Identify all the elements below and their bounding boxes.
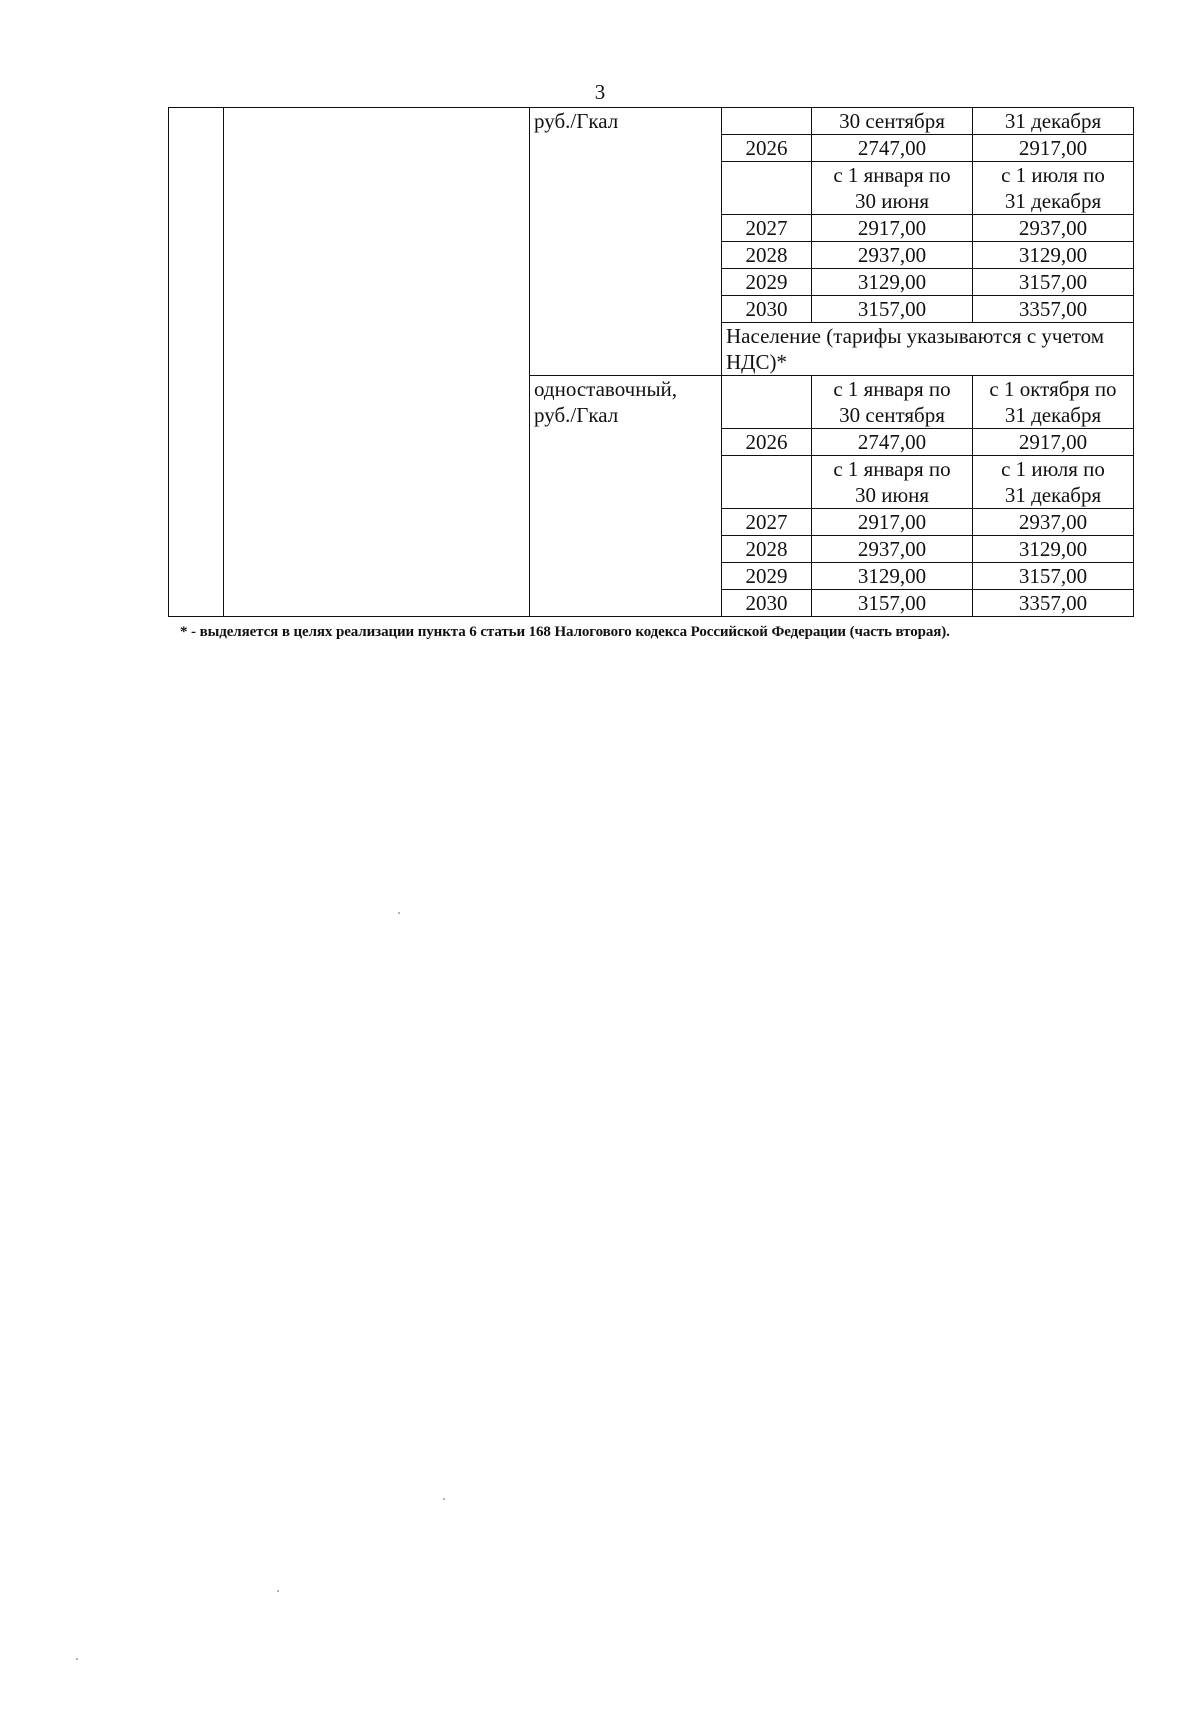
year-cell: 2027	[722, 215, 812, 242]
tariff-value: 3357,00	[973, 296, 1134, 323]
year-cell: 2028	[722, 242, 812, 269]
period-line: с 1 июля по	[1001, 457, 1105, 481]
tariff-value: 3157,00	[973, 563, 1134, 590]
year-cell: 2027	[722, 509, 812, 536]
period-line: с 1 июля по	[1001, 163, 1105, 187]
tariff-type-label	[530, 376, 722, 617]
row-number-cell	[169, 108, 224, 617]
population-header: Население (тарифы указываются с учетом НДС)*	[722, 323, 1134, 376]
tariff-value: 3357,00	[973, 590, 1134, 617]
label-line: одноставочный,	[534, 377, 678, 401]
period-header-1	[812, 456, 973, 509]
tariff-value: 3157,00	[812, 590, 973, 617]
year-cell	[722, 162, 812, 215]
scan-speck	[443, 1498, 445, 1500]
period-header-1	[812, 376, 973, 429]
period-header-2: 31 декабря	[973, 108, 1134, 135]
period-line: 30 июня	[854, 189, 930, 213]
year-cell	[722, 108, 812, 135]
table-row	[169, 108, 1134, 135]
period-header-1: 30 сентября	[812, 108, 973, 135]
period-header-1	[812, 162, 973, 215]
tariff-value: 2917,00	[812, 215, 973, 242]
year-cell: 2026	[722, 429, 812, 456]
period-header-2	[973, 456, 1134, 509]
tariff-value: 3129,00	[812, 563, 973, 590]
year-cell: 2030	[722, 590, 812, 617]
year-cell: 2026	[722, 135, 812, 162]
label-line: руб./Гкал	[534, 403, 619, 427]
tariff-value: 2917,00	[812, 509, 973, 536]
period-line: с 1 октября по	[989, 377, 1117, 401]
tariff-table	[168, 107, 1134, 617]
footnote: * - выделяется в целях реализации пункта 6 статьи 168 Налогового кодекса Российской Федерации (часть вторая).	[180, 624, 950, 640]
period-line: 31 декабря	[1004, 483, 1102, 507]
year-cell	[722, 456, 812, 509]
organization-cell	[224, 108, 530, 617]
tariff-value: 3157,00	[812, 296, 973, 323]
year-cell	[722, 376, 812, 429]
scan-speck	[277, 1590, 279, 1592]
tariff-value: 3157,00	[973, 269, 1134, 296]
tariff-value: 3129,00	[973, 242, 1134, 269]
year-cell: 2028	[722, 536, 812, 563]
tariff-value: 2937,00	[973, 215, 1134, 242]
tariff-value: 2747,00	[812, 429, 973, 456]
period-line: с 1 января по	[833, 457, 951, 481]
year-cell: 2029	[722, 269, 812, 296]
tariff-value: 2917,00	[973, 135, 1134, 162]
tariff-value: 3129,00	[973, 536, 1134, 563]
tariff-value: 2937,00	[812, 242, 973, 269]
year-cell: 2029	[722, 563, 812, 590]
year-cell: 2030	[722, 296, 812, 323]
page-number: 3	[594, 80, 606, 104]
tariff-value: 2747,00	[812, 135, 973, 162]
unit-label: руб./Гкал	[530, 108, 722, 376]
period-line: 31 декабря	[1004, 403, 1102, 427]
period-line: 30 сентября	[839, 403, 945, 427]
tariff-value: 3129,00	[812, 269, 973, 296]
tariff-value: 2937,00	[812, 536, 973, 563]
period-line: 30 июня	[854, 483, 930, 507]
scan-speck	[398, 912, 400, 914]
period-header-2	[973, 376, 1134, 429]
period-header-2	[973, 162, 1134, 215]
scan-speck	[76, 1658, 78, 1660]
period-line: с 1 января по	[833, 377, 951, 401]
tariff-value: 2937,00	[973, 509, 1134, 536]
tariff-value: 2917,00	[973, 429, 1134, 456]
period-line: с 1 января по	[833, 163, 951, 187]
period-line: 31 декабря	[1004, 189, 1102, 213]
